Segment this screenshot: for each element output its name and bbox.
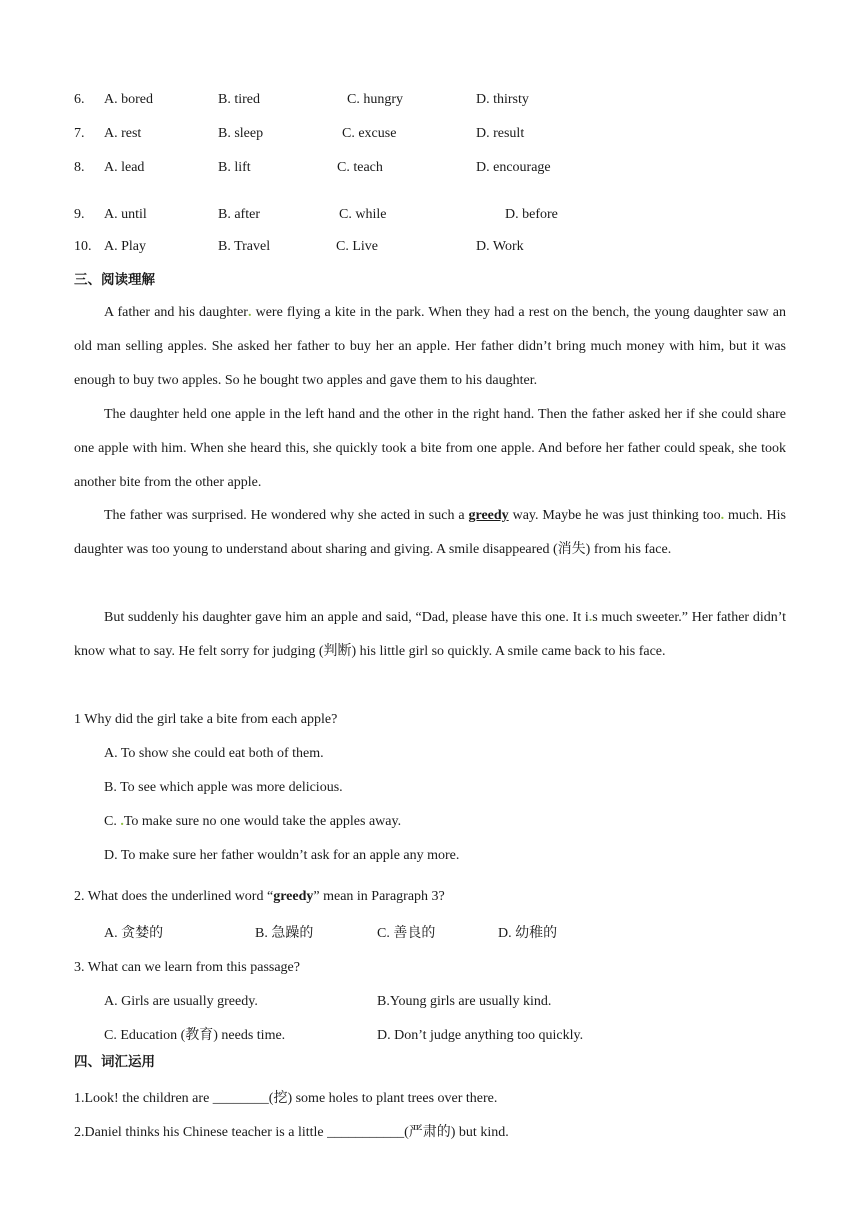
- option-a: A. until: [104, 207, 147, 222]
- passage-paragraph: The father was surprised. He wondered why she acted in such a greedy way. Maybe he was just thinking too. much. His daughter was too young to understand about sharing and giving. A smile disappeared (消失) from his face.: [74, 508, 786, 557]
- option-row: [0, 91, 860, 111]
- paragraph-text: way. Maybe he was just thinking too: [508, 508, 721, 523]
- question-text-part: ” mean in Paragraph 3?: [313, 889, 445, 904]
- option-d: D. before: [505, 207, 558, 222]
- fill-in-item: 1.Look! the children are ________(挖) some holes to plant trees over there.: [74, 1091, 498, 1106]
- answer-option: A. To show she could eat both of them.: [104, 746, 324, 761]
- option-c: C. teach: [337, 160, 383, 175]
- option-d: D. thirsty: [476, 92, 529, 107]
- option-row: [0, 125, 860, 145]
- paragraph-text: s much sweeter.” Her father didn’t know what to say. He felt sorry for judging (判断) his little girl so quickly. A smile came back to his face.: [74, 610, 787, 659]
- answer-option: C. 善良的: [377, 926, 436, 941]
- option-c: C. while: [339, 207, 387, 222]
- paragraph-text: much. His daughter was too young to understand about sharing and giving. A smile disappeared (消失) from his face.: [74, 508, 786, 557]
- paragraph-text: were flying a kite in the park. When they had a rest on the bench, the young daughter saw an old man selling apples. She asked her father to buy her an apple. Her father didn’t bring much money with him, but it was enough to buy two apples. So he bought two apples and gave them to his daughter.: [74, 305, 786, 388]
- question-text: [74, 888, 445, 906]
- answer-option: A. 贪婪的: [104, 926, 164, 941]
- option-a: A. lead: [104, 160, 145, 175]
- option-row: [0, 159, 860, 179]
- answer-option: C. Education (教育) needs time.: [104, 1028, 286, 1043]
- option-a: A. bored: [104, 92, 153, 107]
- option-c: C. Live: [336, 239, 378, 254]
- answer-option: D. 幼稚的: [498, 926, 558, 941]
- answer-option: B. 急躁的: [255, 926, 314, 941]
- question-text-part: 2. What does the underlined word “: [74, 889, 274, 904]
- answer-option: D. To make sure her father wouldn’t ask for an apple any more.: [104, 848, 460, 863]
- option-row: [0, 238, 860, 258]
- option-c: C. hungry: [347, 92, 403, 107]
- option-b: B. Travel: [218, 239, 271, 254]
- option-b: B. sleep: [218, 126, 264, 141]
- section-heading-reading: 三、阅读理解: [74, 272, 155, 288]
- option-label: C.: [104, 814, 121, 829]
- paragraph-text: But suddenly his daughter gave him an apple and said, “Dad, please have this one. It i: [104, 610, 589, 625]
- option-a: A. Play: [104, 239, 146, 254]
- question-number: 8.: [74, 160, 85, 175]
- option-c: C. excuse: [342, 126, 397, 141]
- question-number: 9.: [74, 207, 85, 222]
- option-b: B. after: [218, 207, 260, 222]
- passage-paragraph: [74, 398, 786, 499]
- passage-paragraph: But suddenly his daughter gave him an apple and said, “Dad, please have this one. It i.s much sweeter.” Her father didn’t know what to say. He felt sorry for judging (判断) his little girl so quickly. A smile came back to his face.: [74, 610, 787, 659]
- section-heading-vocabulary: 四、词汇运用: [74, 1054, 155, 1070]
- paragraph-text: A father and his daughter: [104, 305, 248, 320]
- question-number: 10.: [74, 239, 92, 254]
- paragraph-text: The daughter held one apple in the left hand and the other in the right hand. Then the father asked her if she could share one apple with him. When she heard this, she quickly took a bite from one apple. And before her father could speak, she took another bite from the other apple.: [74, 407, 786, 490]
- option-d: D. result: [476, 126, 525, 141]
- fill-in-item: 2.Daniel thinks his Chinese teacher is a little ___________(严肃的) but kind.: [74, 1125, 509, 1140]
- question-number: 7.: [74, 126, 85, 141]
- answer-option: C. .To make sure no one would take the apples away.: [104, 814, 402, 829]
- option-b: B. tired: [218, 92, 260, 107]
- answer-option: B.Young girls are usually kind.: [377, 994, 552, 1009]
- option-row: [0, 206, 860, 226]
- option-text: To make sure no one would take the apples away.: [123, 814, 402, 829]
- paragraph-text: The father was surprised. He wondered why she acted in such a: [104, 508, 469, 523]
- option-b: B. lift: [218, 160, 251, 175]
- option-d: D. encourage: [476, 160, 551, 175]
- answer-option: A. Girls are usually greedy.: [104, 994, 258, 1009]
- answer-option: D. Don’t judge anything too quickly.: [377, 1028, 584, 1043]
- option-a: A. rest: [104, 126, 142, 141]
- underlined-word-greedy: greedy: [468, 508, 509, 523]
- passage-paragraph: A father and his daughter. were flying a kite in the park. When they had a rest on the bench, the young daughter saw an old man selling apples. She asked her father to buy her an apple. Her father didn’t bring much money with him, but it was enough to buy two apples. So he bought two apples and gave them to his daughter.: [74, 305, 786, 388]
- question-keyword: greedy: [273, 889, 314, 904]
- option-d: D. Work: [476, 239, 524, 254]
- question-text: 1 Why did the girl take a bite from each apple?: [74, 712, 338, 727]
- answer-option: B. To see which apple was more delicious.: [104, 780, 343, 795]
- question-number: 6.: [74, 92, 85, 107]
- question-text: 3. What can we learn from this passage?: [74, 960, 300, 975]
